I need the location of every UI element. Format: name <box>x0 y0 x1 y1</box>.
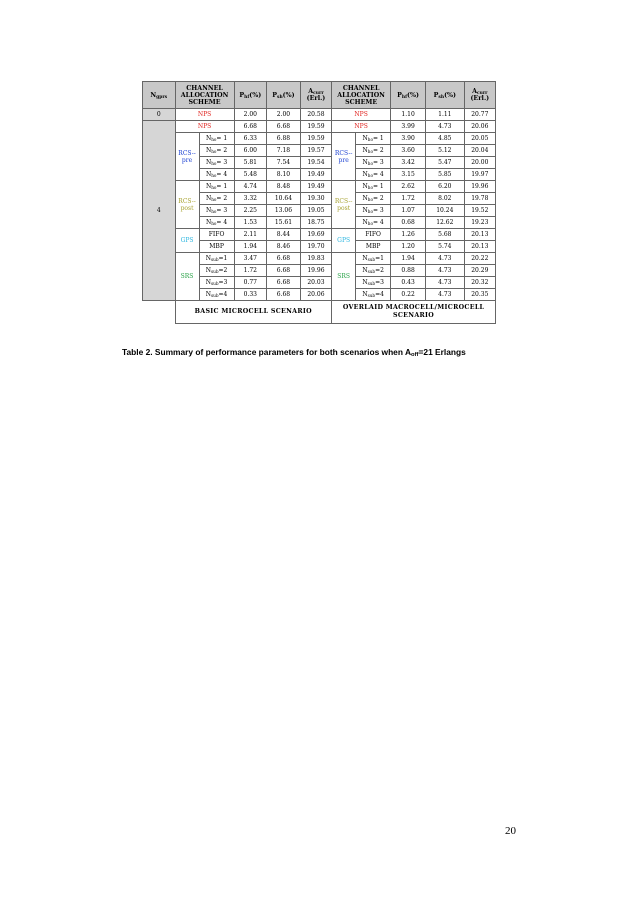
value-cell: 4.74 <box>234 181 267 193</box>
table-row <box>143 181 496 193</box>
value-cell: 20.13 <box>464 229 495 241</box>
value-cell: 19.23 <box>464 217 495 229</box>
value-cell: 19.83 <box>300 253 331 265</box>
condition-cell: $N_{ho}= 3$ <box>356 205 391 217</box>
value-cell: 4.73 <box>426 277 465 289</box>
value-cell: 2.00 <box>267 109 301 121</box>
value-cell: 20.58 <box>300 109 331 121</box>
value-cell: 20.06 <box>464 121 495 133</box>
value-cell: 1.94 <box>391 253 426 265</box>
condition-cell: $N_{ho}= 1$ <box>199 133 234 145</box>
value-cell: 5.81 <box>234 157 267 169</box>
value-cell: 2.25 <box>234 205 267 217</box>
value-cell: 7.54 <box>267 157 301 169</box>
value-cell: 6.68 <box>267 121 301 133</box>
value-cell: 1.94 <box>234 241 267 253</box>
value-cell: 0.77 <box>234 277 267 289</box>
condition-cell: $N_{ho}= 2$ <box>199 193 234 205</box>
header-scheme-basic: CHANNEL ALLOCATION SCHEME <box>175 82 234 109</box>
value-cell: 1.20 <box>391 241 426 253</box>
condition-cell: FIFO <box>356 229 391 241</box>
value-cell: 1.10 <box>391 109 426 121</box>
condition-cell: $N_{sub}=4$ <box>199 289 234 301</box>
value-cell: 20.04 <box>464 145 495 157</box>
value-cell: 10.24 <box>426 205 465 217</box>
value-cell: 8.46 <box>267 241 301 253</box>
value-cell: 4.73 <box>426 289 465 301</box>
value-cell: 6.00 <box>234 145 267 157</box>
scheme-cell: SRS <box>175 253 199 301</box>
scheme-cell: SRS <box>332 253 356 301</box>
value-cell: 20.35 <box>464 289 495 301</box>
condition-cell: $N_{ho}= 3$ <box>199 205 234 217</box>
value-cell: 0.33 <box>234 289 267 301</box>
value-cell: 2.11 <box>234 229 267 241</box>
value-cell: 4.73 <box>426 265 465 277</box>
condition-cell: FIFO <box>199 229 234 241</box>
scheme-cell: GPS <box>332 229 356 253</box>
scheme-cell: RCS--post <box>175 181 199 229</box>
value-cell: 6.68 <box>267 265 301 277</box>
value-cell: 18.75 <box>300 217 331 229</box>
condition-cell: $N_{ho}= 1$ <box>356 181 391 193</box>
value-cell: 19.97 <box>464 169 495 181</box>
value-cell: 0.88 <box>391 265 426 277</box>
value-cell: 5.85 <box>426 169 465 181</box>
header-phf-overlaid: $P_{hf}(\%)$ <box>391 82 426 109</box>
value-cell: 19.52 <box>464 205 495 217</box>
value-cell: 6.68 <box>234 121 267 133</box>
value-cell: 20.32 <box>464 277 495 289</box>
condition-cell: MBP <box>356 241 391 253</box>
value-cell: 4.73 <box>426 253 465 265</box>
value-cell: 3.15 <box>391 169 426 181</box>
condition-cell: $N_{sub}=1$ <box>199 253 234 265</box>
value-cell: 8.44 <box>267 229 301 241</box>
table-row <box>143 253 496 265</box>
table-row <box>143 133 496 145</box>
condition-cell: $N_{ho}= 3$ <box>199 157 234 169</box>
value-cell: 20.22 <box>464 253 495 265</box>
value-cell: 19.49 <box>300 169 331 181</box>
value-cell: 4.73 <box>426 121 465 133</box>
footer-row <box>143 301 496 324</box>
value-cell: 0.22 <box>391 289 426 301</box>
header-row <box>143 82 496 109</box>
footer-spacer <box>143 301 176 324</box>
value-cell: 13.06 <box>267 205 301 217</box>
value-cell: 19.70 <box>300 241 331 253</box>
value-cell: 19.59 <box>300 133 331 145</box>
scheme-cell: NPS <box>175 109 234 121</box>
value-cell: 1.26 <box>391 229 426 241</box>
table-row <box>143 121 496 133</box>
value-cell: 20.05 <box>464 133 495 145</box>
value-cell: 15.61 <box>267 217 301 229</box>
value-cell: 3.90 <box>391 133 426 145</box>
value-cell: 3.99 <box>391 121 426 133</box>
value-cell: 6.88 <box>267 133 301 145</box>
condition-cell: $N_{ho}= 4$ <box>356 217 391 229</box>
footer-basic-scenario: BASIC MICROCELL SCENARIO <box>175 301 332 324</box>
condition-cell: $N_{ho}= 4$ <box>199 169 234 181</box>
value-cell: 19.57 <box>300 145 331 157</box>
scheme-cell: GPS <box>175 229 199 253</box>
condition-cell: $N_{sub}=2$ <box>199 265 234 277</box>
header-psh-basic: $P_{sh}(\%)$ <box>267 82 301 109</box>
condition-cell: $N_{ho}= 1$ <box>199 181 234 193</box>
value-cell: 1.53 <box>234 217 267 229</box>
scheme-cell: NPS <box>175 121 234 133</box>
header-scheme-overlaid: CHANNEL ALLOCATION SCHEME <box>332 82 391 109</box>
table-row <box>143 109 496 121</box>
value-cell: 19.05 <box>300 205 331 217</box>
value-cell: 1.72 <box>234 265 267 277</box>
value-cell: 19.49 <box>300 181 331 193</box>
table-caption: Table 2. Summary of performance parameters for both scenarios when $A_{off}=21$ Erlangs <box>122 347 466 358</box>
scheme-cell: NPS <box>332 109 391 121</box>
condition-cell: MBP <box>199 241 234 253</box>
value-cell: 1.07 <box>391 205 426 217</box>
footer-overlaid-scenario: OVERLAID MACROCELL/MICROCELL SCENARIO <box>332 301 496 324</box>
condition-cell: $N_{ho}= 1$ <box>356 133 391 145</box>
value-cell: 20.03 <box>300 277 331 289</box>
value-cell: 1.11 <box>426 109 465 121</box>
scheme-cell: RCS--pre <box>332 133 356 181</box>
header-acurr-overlaid: $A_{curr}$ (Erl.) <box>464 82 495 109</box>
value-cell: 5.68 <box>426 229 465 241</box>
value-cell: 6.33 <box>234 133 267 145</box>
value-cell: 5.47 <box>426 157 465 169</box>
value-cell: 12.62 <box>426 217 465 229</box>
value-cell: 19.96 <box>300 265 331 277</box>
value-cell: 20.00 <box>464 157 495 169</box>
value-cell: 6.20 <box>426 181 465 193</box>
value-cell: 3.42 <box>391 157 426 169</box>
condition-cell: $N_{ho}= 2$ <box>356 145 391 157</box>
value-cell: 20.77 <box>464 109 495 121</box>
value-cell: 8.10 <box>267 169 301 181</box>
value-cell: 2.62 <box>391 181 426 193</box>
header-phf-basic: $P_{hf}(\%)$ <box>234 82 267 109</box>
value-cell: 4.85 <box>426 133 465 145</box>
value-cell: 5.48 <box>234 169 267 181</box>
header-psh-overlaid: $P_{sh}(\%)$ <box>426 82 465 109</box>
value-cell: 3.60 <box>391 145 426 157</box>
value-cell: 6.68 <box>267 289 301 301</box>
scheme-cell: NPS <box>332 121 391 133</box>
condition-cell: $N_{ho}= 2$ <box>199 145 234 157</box>
ngprs-cell: 4 <box>143 121 176 301</box>
value-cell: 3.47 <box>234 253 267 265</box>
header-ngprs: $N_{gprs}$ <box>143 82 176 109</box>
header-acurr-basic: $A_{curr}$ (Erl.) <box>300 82 331 109</box>
value-cell: 19.69 <box>300 229 331 241</box>
value-cell: 3.32 <box>234 193 267 205</box>
condition-cell: $N_{sub}=4$ <box>356 289 391 301</box>
condition-cell: $N_{ho}= 3$ <box>356 157 391 169</box>
performance-table <box>142 81 496 324</box>
value-cell: 6.68 <box>267 277 301 289</box>
value-cell: 20.13 <box>464 241 495 253</box>
value-cell: 1.72 <box>391 193 426 205</box>
condition-cell: $N_{sub}=1$ <box>356 253 391 265</box>
condition-cell: $N_{ho}= 4$ <box>356 169 391 181</box>
value-cell: 0.68 <box>391 217 426 229</box>
value-cell: 19.96 <box>464 181 495 193</box>
value-cell: 7.18 <box>267 145 301 157</box>
value-cell: 8.02 <box>426 193 465 205</box>
value-cell: 19.59 <box>300 121 331 133</box>
page-number: 20 <box>505 825 516 837</box>
value-cell: 19.78 <box>464 193 495 205</box>
condition-cell: $N_{ho}= 2$ <box>356 193 391 205</box>
ngprs-cell: 0 <box>143 109 176 121</box>
value-cell: 19.54 <box>300 157 331 169</box>
value-cell: 0.43 <box>391 277 426 289</box>
condition-cell: $N_{ho}= 4$ <box>199 217 234 229</box>
scheme-cell: RCS--pre <box>175 133 199 181</box>
value-cell: 10.64 <box>267 193 301 205</box>
value-cell: 6.68 <box>267 253 301 265</box>
value-cell: 5.74 <box>426 241 465 253</box>
value-cell: 2.00 <box>234 109 267 121</box>
scheme-cell: RCS--post <box>332 181 356 229</box>
value-cell: 19.30 <box>300 193 331 205</box>
value-cell: 5.12 <box>426 145 465 157</box>
value-cell: 20.29 <box>464 265 495 277</box>
table-row <box>143 229 496 241</box>
value-cell: 8.48 <box>267 181 301 193</box>
condition-cell: $N_{sub}=2$ <box>356 265 391 277</box>
condition-cell: $N_{sub}=3$ <box>356 277 391 289</box>
condition-cell: $N_{sub}=3$ <box>199 277 234 289</box>
value-cell: 20.06 <box>300 289 331 301</box>
